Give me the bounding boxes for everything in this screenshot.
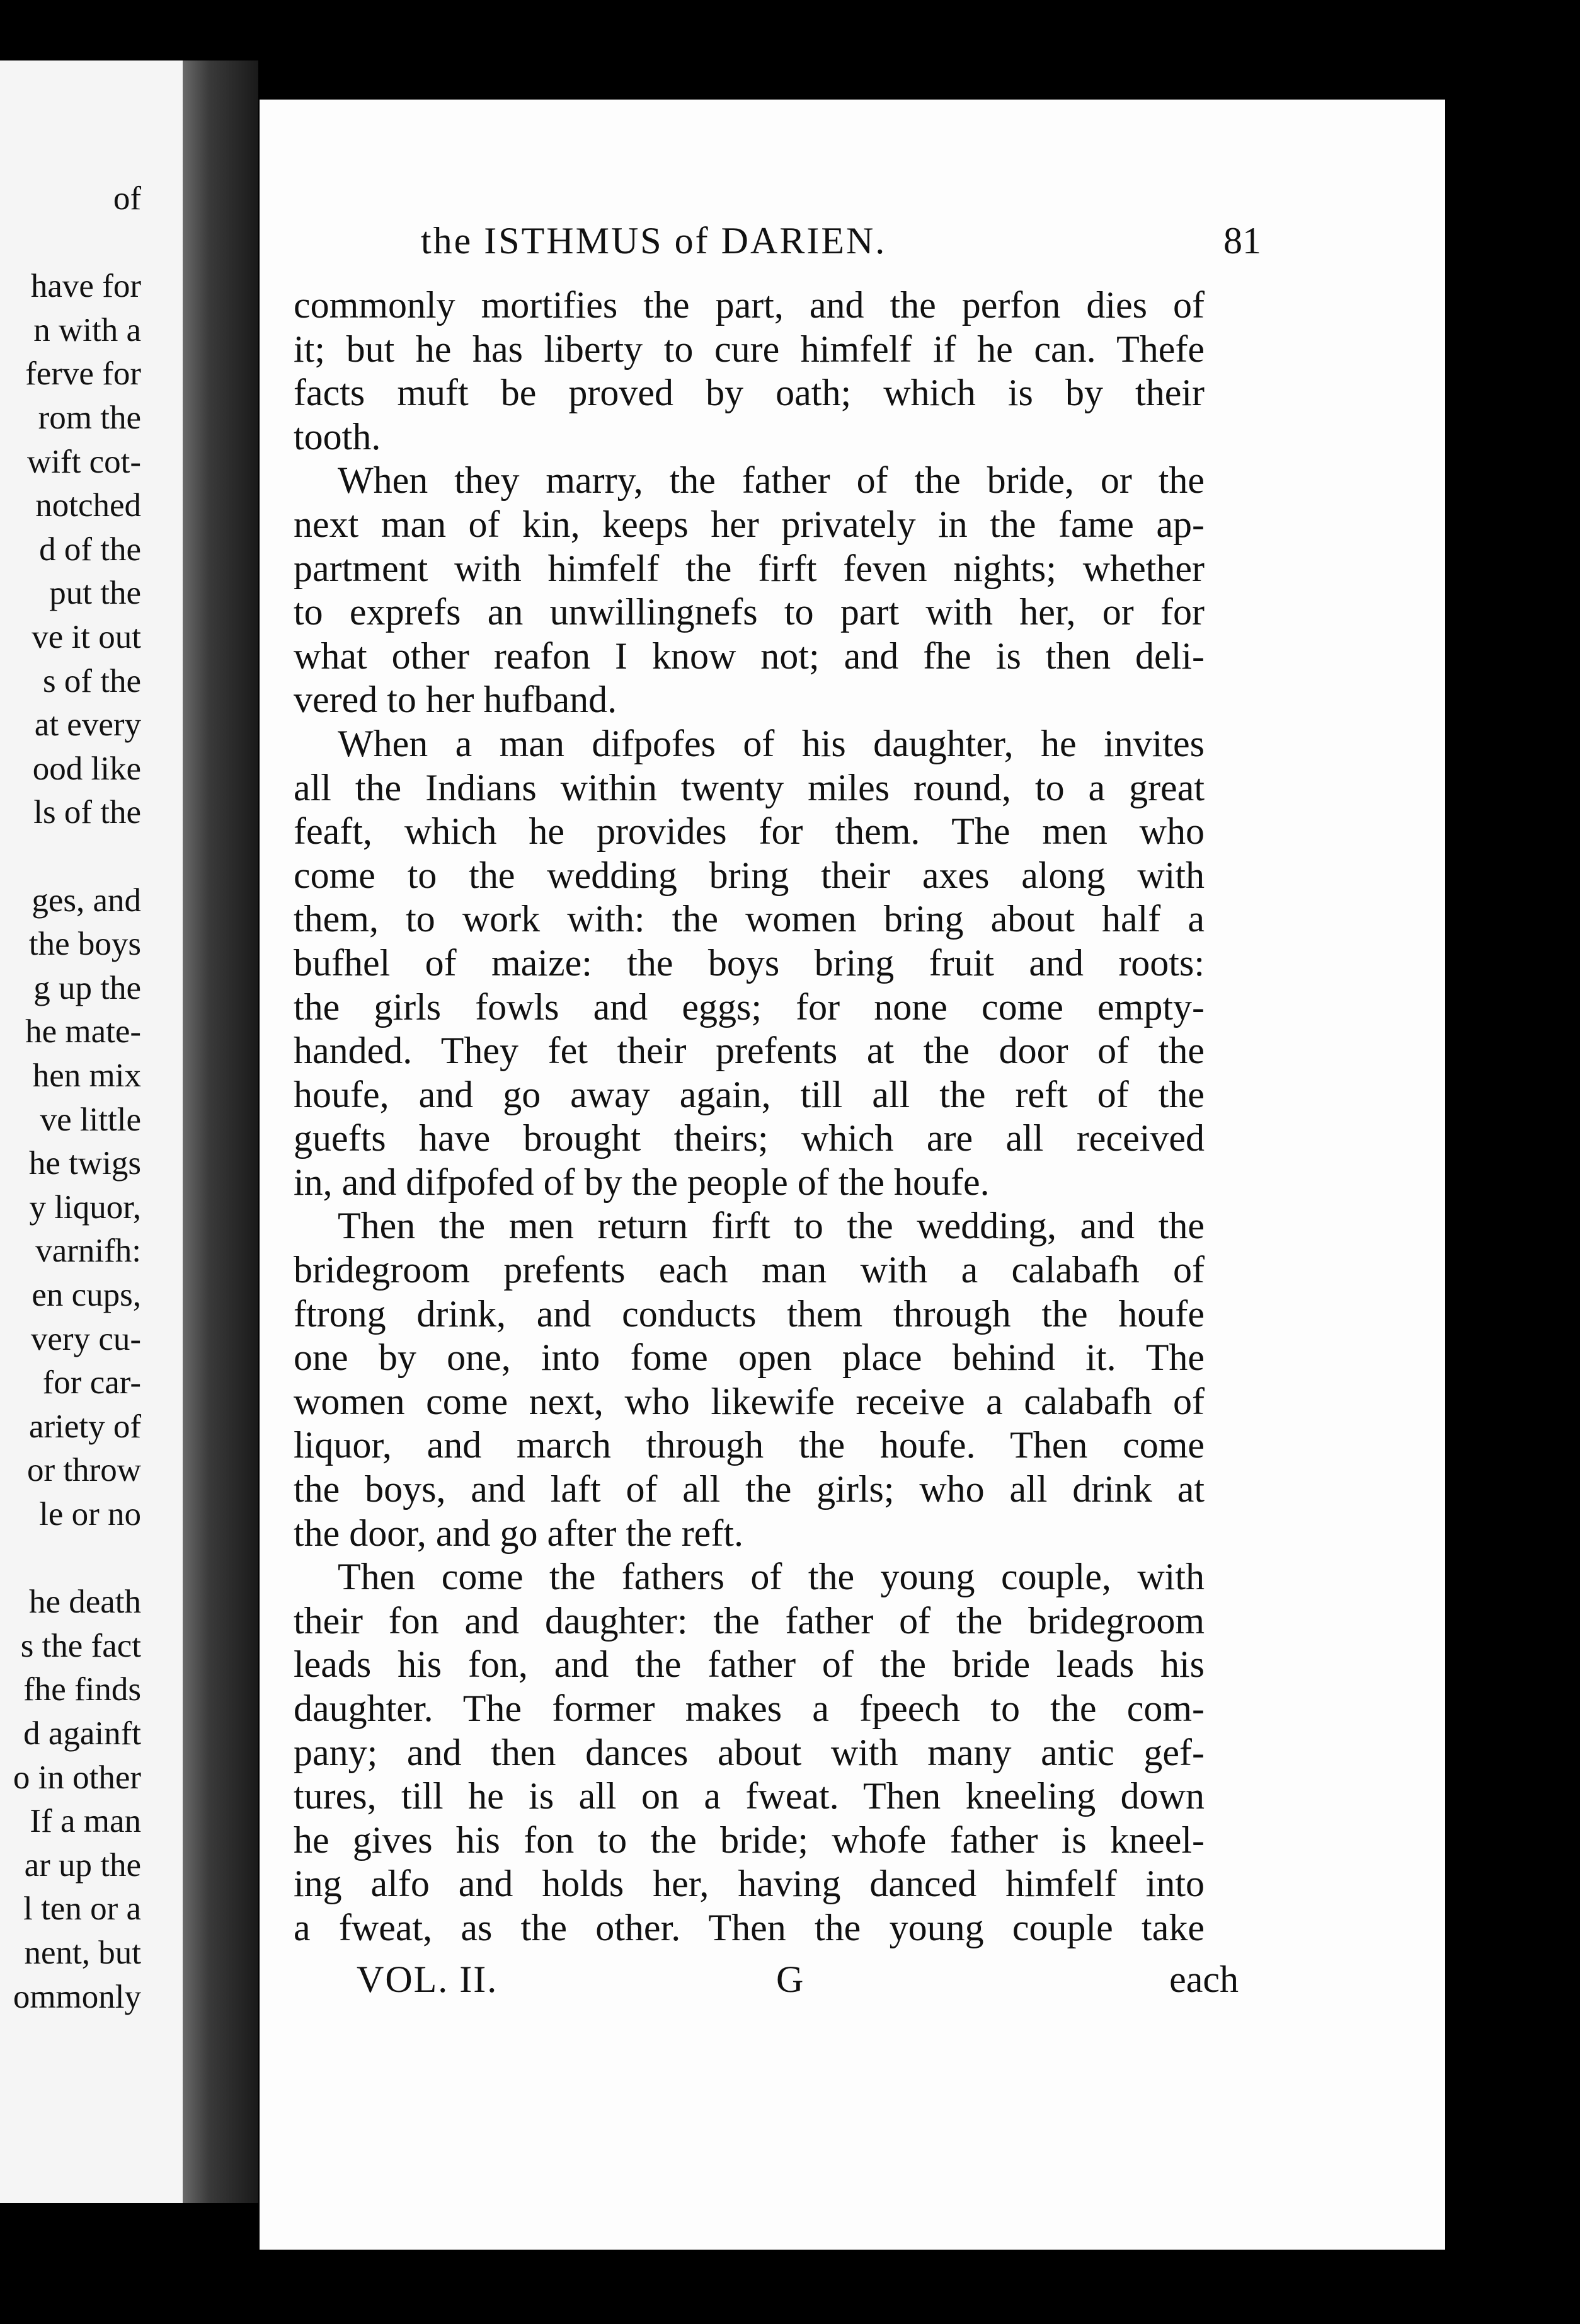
signature-mark: G [776, 1959, 804, 2000]
left-page-line: ar up the [24, 1846, 141, 1884]
left-page-line: he twigs [28, 1145, 141, 1182]
body-line: it; but he has liberty to cure himfelf if he can. Thefe [294, 328, 1205, 370]
left-page-line: s the fact [20, 1627, 141, 1664]
running-head [421, 219, 1261, 263]
left-page-line: ood like [32, 750, 141, 787]
body-line: a fweat, as the other. Then the young couple take [294, 1906, 1205, 1948]
body-line: Then the men return firft to the wedding, and the [338, 1205, 1205, 1247]
volume-label: VOL. II. [357, 1959, 498, 2000]
left-page-line: ve it out [31, 619, 141, 655]
body-line: them, to work with: the women bring about half a [294, 898, 1205, 940]
body-line: the boys, and laft of all the girls; who all drink at [294, 1468, 1205, 1510]
left-page-line: l ten or a [23, 1890, 141, 1928]
book-gutter [183, 60, 258, 2203]
left-page-line: fhe finds [23, 1671, 141, 1708]
body-line: the door, and go after the reft. [294, 1512, 743, 1554]
left-page-line: have for [30, 268, 141, 305]
body-line: vered to her hufband. [294, 679, 617, 721]
body-line: next man of kin, keeps her privately in the fame ap- [294, 503, 1205, 545]
left-page-line: le or no [39, 1496, 141, 1533]
left-page-line: at every [34, 706, 141, 744]
body-line: facts muft be proved by oath; which is by their [294, 372, 1205, 414]
body-line: When a man difpofes of his daughter, he invites [338, 722, 1205, 764]
body-line: commonly mortifies the part, and the perfon dies of [294, 284, 1205, 326]
left-page-line: ges, and [31, 882, 141, 919]
body-line: their fon and daughter: the father of the bridegroom [294, 1599, 1205, 1642]
left-page-line: varnifh: [35, 1233, 141, 1270]
body-line: the girls fowls and eggs; for none come empty- [294, 986, 1205, 1028]
body-line: in, and difpofed of by the people of the houfe. [294, 1161, 990, 1203]
body-line: houfe, and go away again, till all the reft of the [294, 1073, 1205, 1115]
body-line: tures, till he is all on a fweat. Then kneeling down [294, 1775, 1205, 1817]
left-page-line: hen mix [32, 1057, 141, 1094]
body-line: what other reafon I know not; and fhe is then deli- [294, 635, 1205, 677]
left-page-line: n with a [33, 311, 141, 348]
body-line: one by one, into fome open place behind it. The [294, 1337, 1205, 1379]
body-line: tooth. [294, 415, 381, 457]
left-page-line: ariety of [28, 1408, 141, 1445]
body-line: bridegroom prefents each man with a calabafh of [294, 1249, 1205, 1291]
left-page-line: notched [35, 487, 141, 524]
body-text [294, 284, 1205, 1950]
left-page-line: ls of the [33, 794, 141, 831]
body-line: partment with himfelf the firft feven nights; whether [294, 547, 1205, 589]
body-line: When they marry, the father of the bride, or the [338, 459, 1205, 502]
body-line: all the Indians within twenty miles round, to a great [294, 766, 1205, 808]
body-line: pany; and then dances about with many antic gef- [294, 1731, 1205, 1773]
left-page-line: for car- [42, 1364, 141, 1401]
left-page-line: he mate- [25, 1013, 141, 1050]
left-page-line: wift cot- [26, 443, 141, 480]
left-page-line: o in other [13, 1759, 141, 1796]
catchword: each [1169, 1959, 1239, 2000]
running-head-title: the ISTHMUS of DARIEN. [421, 220, 887, 262]
left-page-line: very cu- [30, 1320, 141, 1357]
left-page-line: d againft [23, 1715, 141, 1752]
body-line: handed. They fet their prefents at the door of the [294, 1030, 1205, 1072]
body-line: daughter. The former makes a fpeech to the com- [294, 1688, 1205, 1729]
body-line: leads his fon, and the father of the bride leads his [294, 1643, 1205, 1686]
left-page-line: ferve for [25, 355, 141, 393]
left-page-line: put the [49, 575, 141, 612]
book-page [260, 100, 1445, 2250]
left-page-line: If a man [30, 1803, 141, 1840]
body-line: guefts have brought theirs; which are all received [294, 1117, 1205, 1159]
left-page-line: he death [28, 1584, 141, 1621]
body-line: to exprefs an unwillingnefs to part with her, or for [294, 591, 1205, 633]
left-page-line: or throw [26, 1452, 141, 1489]
left-page-line: ve little [40, 1101, 141, 1138]
left-page-line: rom the [38, 400, 141, 436]
body-line: he gives his fon to the bride; whofe father is kneel- [294, 1819, 1205, 1861]
page-number: 81 [1223, 220, 1261, 262]
body-line: Then come the fathers of the young couple, with [338, 1556, 1205, 1598]
left-page-line: nent, but [24, 1935, 141, 1971]
body-line: women come next, who likewife receive a calabafh of [294, 1380, 1205, 1422]
body-line: liquor, and march through the houfe. Then come [294, 1424, 1205, 1466]
left-page-line: the boys [28, 926, 141, 963]
left-page-line: s of the [42, 662, 141, 699]
body-line: come to the wedding bring their axes along with [294, 854, 1205, 896]
left-page-line: y liquor, [29, 1188, 141, 1226]
left-page-line: g up the [33, 969, 141, 1006]
left-page-line: en cups, [31, 1277, 141, 1313]
left-page-line: of [113, 180, 141, 217]
previous-page-fragment [0, 60, 183, 2203]
left-page-line: ommonly [13, 1978, 141, 2015]
body-line: feaft, which he provides for them. The men who [294, 810, 1205, 853]
body-line: bufhel of maize: the boys bring fruit and roots: [294, 941, 1205, 984]
body-line: ing alfo and holds her, having danced himfelf into [294, 1863, 1205, 1905]
body-line: ftrong drink, and conducts them through the houfe [294, 1292, 1205, 1335]
left-page-line: d of the [39, 531, 141, 568]
